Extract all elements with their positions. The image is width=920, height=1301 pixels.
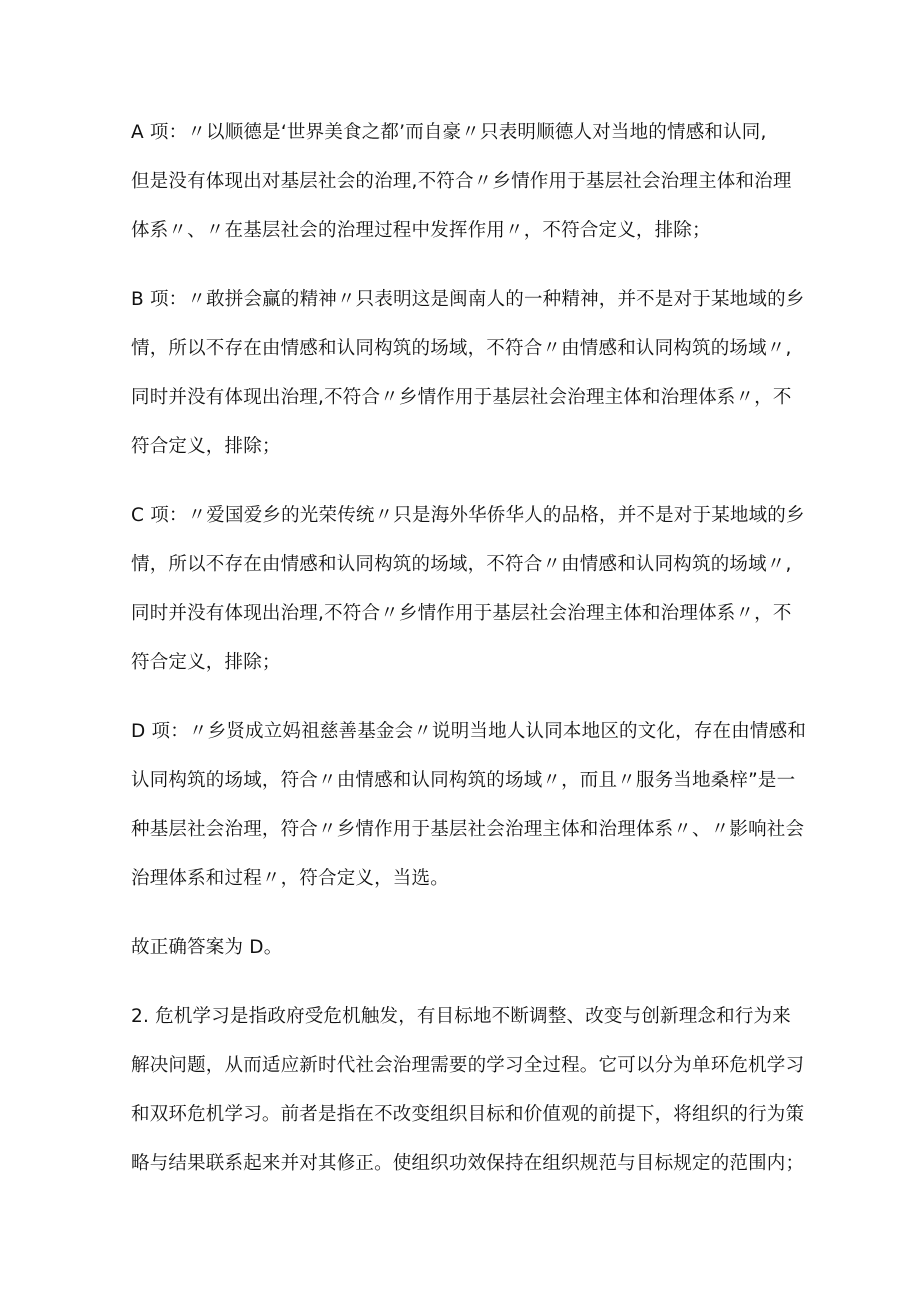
- option-d-line-2: 认同构筑的场域，符合〃由情感和认同构筑的场域〃，而且〃服务当地桑梓”是一: [131, 770, 796, 791]
- option-c-line-3: 同时并没有体现出治理,不符合〃乡情作用于基层社会治理主体和治理体系〃，不: [131, 603, 792, 624]
- option-b-line-4: 符合定义，排除；: [131, 436, 281, 457]
- option-b-line-2: 情，所以不存在由情感和认同构筑的场域，不符合〃由情感和认同构筑的场域〃,: [131, 338, 792, 359]
- question-2-line-1: 2. 危机学习是指政府受危机触发，有目标地不断调整、改变与创新理念和行为来: [131, 1006, 791, 1027]
- option-b-line-3: 同时并没有体现出治理,不符合〃乡情作用于基层社会治理主体和治理体系〃，不: [131, 387, 792, 408]
- answer-line: 故正确答案为 D。: [131, 937, 283, 958]
- option-d-line-4: 治理体系和过程〃，符合定义，当选。: [131, 868, 449, 889]
- option-a-line-1: A 项：〃以顺德是‘世界美食之都’而自豪〃只表明顺德人对当地的情感和认同,: [131, 122, 767, 143]
- option-c-line-2: 情，所以不存在由情感和认同构筑的场域，不符合〃由情感和认同构筑的场域〃,: [131, 554, 792, 575]
- option-d-line-1: D 项：〃乡贤成立妈祖慈善基金会〃说明当地人认同本地区的文化，存在由情感和: [131, 721, 807, 742]
- question-2-line-2: 解决问题，从而适应新时代社会治理需要的学习全过程。它可以分为单环危机学习: [131, 1055, 805, 1076]
- question-2-line-4: 略与结果联系起来并对其修正。使组织功效保持在组织规范与目标规定的范围内；: [131, 1153, 805, 1174]
- option-c-line-4: 符合定义，排除；: [131, 652, 281, 673]
- question-2-line-3: 和双环危机学习。前者是指在不改变组织目标和价值观的前提下，将组织的行为策: [131, 1104, 805, 1125]
- option-c-line-1: C 项：〃爱国爱乡的光荣传统〃只是海外华侨华人的品格，并不是对于某地域的乡: [131, 505, 805, 526]
- option-a-line-3: 体系〃、〃在基层社会的治理过程中发挥作用〃，不符合定义，排除；: [131, 220, 711, 241]
- option-d-line-3: 种基层社会治理，符合〃乡情作用于基层社会治理主体和治理体系〃、〃影响社会: [131, 819, 805, 840]
- option-b-line-1: B 项：〃敢拼会赢的精神〃只表明这是闽南人的一种精神，并不是对于某地域的乡: [131, 289, 805, 310]
- option-a-line-2: 但是没有体现出对基层社会的治理,不符合〃乡情作用于基层社会治理主体和治理: [131, 171, 792, 192]
